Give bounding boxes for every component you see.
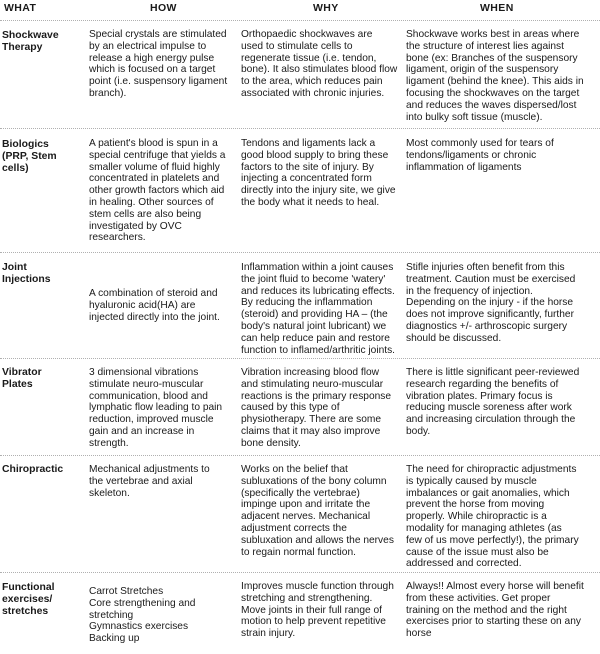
row-divider: [0, 358, 600, 359]
row-how: A combination of steroid and hyaluronic acid(HA) are injected directly into the joint.: [89, 288, 220, 323]
row-why: Vibration increasing blood flow and stimulating neuro-muscular reactions is the primary response caused by this type of physiotherapy. There are some claims that it may also improve bone density.: [241, 367, 392, 449]
row-when: Stifle injuries often benefit from this treatment. Caution must be exercised in the frequency of injection. Depending on the injury - if the horse does not improve significantly, further diagnostics +/- arthroscopic surgery should be discussed.: [406, 262, 576, 344]
header-divider: [0, 20, 600, 21]
row-when: There is little significant peer-reviewed research regarding the benefits of vibration plates. Primary focus is reducing muscle soreness after work and increasing circulation through the body.: [406, 367, 580, 437]
row-why: Improves muscle function through stretching and strengthening. Move joints in their full range of motion to help prevent repetitive strain injury.: [241, 581, 394, 640]
row-why: Tendons and ligaments lack a good blood supply to bring these factors to the site of injury. By injecting a concentrated form directly into the injury site, we give the body what it needs to heal.: [241, 138, 396, 208]
row-how: Mechanical adjustments to the vertebrae and axial skeleton.: [89, 464, 210, 499]
row-what: Chiropractic: [2, 464, 64, 475]
header-when: WHEN: [480, 2, 514, 14]
row-what: Functional exercises/ stretches: [2, 582, 55, 617]
row-how: A patient's blood is spun in a special centrifuge that yields a smaller volume of fluid highly concentrated in platelets and other growth factors which aid in healing. Other sources of stem cells are also being investigated by OVC researchers.: [89, 138, 226, 244]
row-why: Orthopaedic shockwaves are used to stimulate cells to regenerate tissue (i.e. tendon, bone). It also stimulates blood flow to the area, which reduces pain associated with chronic injuries.: [241, 29, 398, 99]
row-divider: [0, 455, 600, 456]
row-what: Biologics (PRP, Stem cells): [2, 139, 57, 174]
row-why: Works on the belief that subluxations of the bony column (specifically the vertebrae) impinge upon and irritate the adjacent nerves. Mechanical adjustment corrects the subluxation and allows the nerves to regain normal function.: [241, 464, 394, 558]
row-when: Most commonly used for tears of tendons/ligaments or chronic inflammation of ligaments: [406, 138, 554, 173]
row-how: Carrot Stretches Core strengthening and stretching Gymnastics exercises Backing up: [89, 586, 196, 645]
header-how: HOW: [150, 2, 177, 14]
row-when: Always!! Almost every horse will benefit from these activities. Get proper training on the method and the right exercises prior to starting these on any horse: [406, 581, 584, 640]
row-how: 3 dimensional vibrations stimulate neuro-muscular communication, blood and lymphatic flow leading to pain reduction, improved muscle gain and an increase in strength.: [89, 367, 223, 449]
row-divider: [0, 252, 600, 253]
row-what: Joint Injections: [2, 262, 51, 285]
header-why: WHY: [313, 2, 339, 14]
row-why: Inflammation within a joint causes the joint fluid to become 'watery' and reduces its lubricating effects. By reducing the inflammation (steroid) and providing HA – (the body's natural joint lubricant) we can help reduce pain and restore function to inflamed/arthritic joints.: [241, 262, 396, 356]
row-when: The need for chiropractic adjustments is typically caused by muscle imbalances or gait anomalies, which prevent the horse from moving properly. While chiropractic is a modality for managing athletes (as few of us move perfectly!), the primary cause of the issue must also be addressed and corrected.: [406, 464, 579, 570]
row-when: Shockwave works best in areas where the structure of interest lies against bone (ex: Branches of the suspensory ligament, origin of the suspensory ligament (behind the knee). This aids in focusing the shockwaves on the target and reduces the waves dispersed/lost into bulky soft tissue (muscle).: [406, 29, 584, 123]
row-how: Special crystals are stimulated by an electrical impulse to release a high energy pulse which is focused on a target point (i.e. suspensory ligament branch).: [89, 29, 228, 99]
row-what: Vibrator Plates: [2, 367, 42, 390]
row-divider: [0, 572, 600, 573]
row-divider: [0, 128, 600, 129]
header-what: WHAT: [4, 2, 37, 14]
row-what: Shockwave Therapy: [2, 30, 59, 53]
